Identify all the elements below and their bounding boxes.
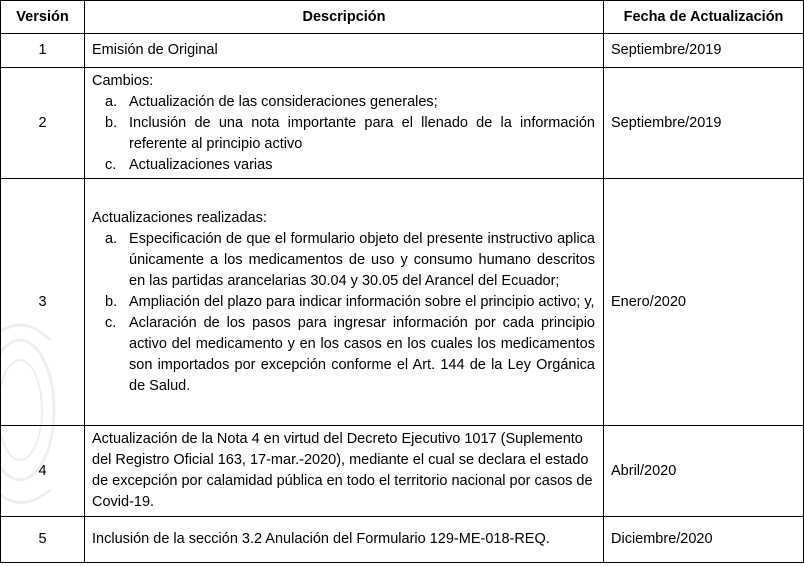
changes-list: [92, 229, 595, 397]
version-cell: 2: [1, 68, 85, 179]
changes-list: [92, 92, 595, 176]
version-cell: 3: [1, 179, 85, 426]
list-item-text: Actualizaciones varias: [129, 156, 273, 173]
version-cell: 1: [1, 34, 85, 68]
list-item: [92, 113, 595, 155]
table-row: [1, 179, 804, 426]
list-item-text: Especificación de que el formulario objeto del presente instructivo aplica únicamente a los medicamentos de uso y consumo humano descritos en las partidas arancelarias 30.04 y 30.05 del Arancel del Ecuador;: [129, 230, 595, 289]
date-cell: Enero/2020: [604, 179, 804, 426]
list-marker: a.: [105, 230, 118, 247]
date-cell: Diciembre/2020: [604, 517, 804, 563]
list-marker: b.: [105, 114, 118, 131]
list-item-text: Inclusión de una nota importante para el llenado de la información referente al principio activo: [129, 114, 595, 152]
header-description: Descripción: [85, 1, 604, 34]
date-cell: Abril/2020: [604, 426, 804, 517]
date-cell: Septiembre/2019: [604, 68, 804, 179]
list-item: [92, 92, 595, 113]
list-marker: c.: [105, 314, 117, 331]
list-item-text: Actualización de las consideraciones generales;: [129, 93, 438, 110]
list-item: [92, 229, 595, 292]
list-marker: b.: [105, 293, 118, 310]
description-cell: [85, 179, 604, 426]
table-row: [1, 34, 804, 68]
list-item-text: Ampliación del plazo para indicar información sobre el principio activo; y,: [129, 293, 595, 310]
description-cell: [85, 68, 604, 179]
header-row: [1, 1, 804, 34]
table-row: [1, 517, 804, 563]
list-item: [92, 313, 595, 397]
header-version: Versión: [1, 1, 85, 34]
description-intro: Cambios:: [92, 72, 154, 89]
table-row: [1, 426, 804, 517]
description-cell: Emisión de Original: [85, 34, 604, 68]
list-marker: c.: [105, 156, 117, 173]
list-marker: a.: [105, 93, 118, 110]
table-row: [1, 68, 804, 179]
list-item: [92, 292, 595, 313]
date-cell: Septiembre/2019: [604, 34, 804, 68]
list-item: [92, 155, 595, 176]
version-cell: 4: [1, 426, 85, 517]
description-intro: Actualizaciones realizadas:: [92, 209, 267, 226]
description-cell: Inclusión de la sección 3.2 Anulación del Formulario 129-ME-018-REQ.: [85, 517, 604, 563]
description-cell: Actualización de la Nota 4 en virtud del Decreto Ejecutivo 1017 (Suplemento del Registro Oficial 163, 17-mar.-2020), mediante el cual se declara el estado de excepción por calamidad pública en todo el territorio nacional por casos de Covid-19.: [85, 426, 604, 517]
list-item-text: Aclaración de los pasos para ingresar información por cada principio activo del medicamento y en los casos en los cuales los medicamentos son importados por excepción conforme el Art. 144 de la Ley Orgánica de Salud.: [129, 314, 595, 394]
header-date: Fecha de Actualización: [604, 1, 804, 34]
version-cell: 5: [1, 517, 85, 563]
